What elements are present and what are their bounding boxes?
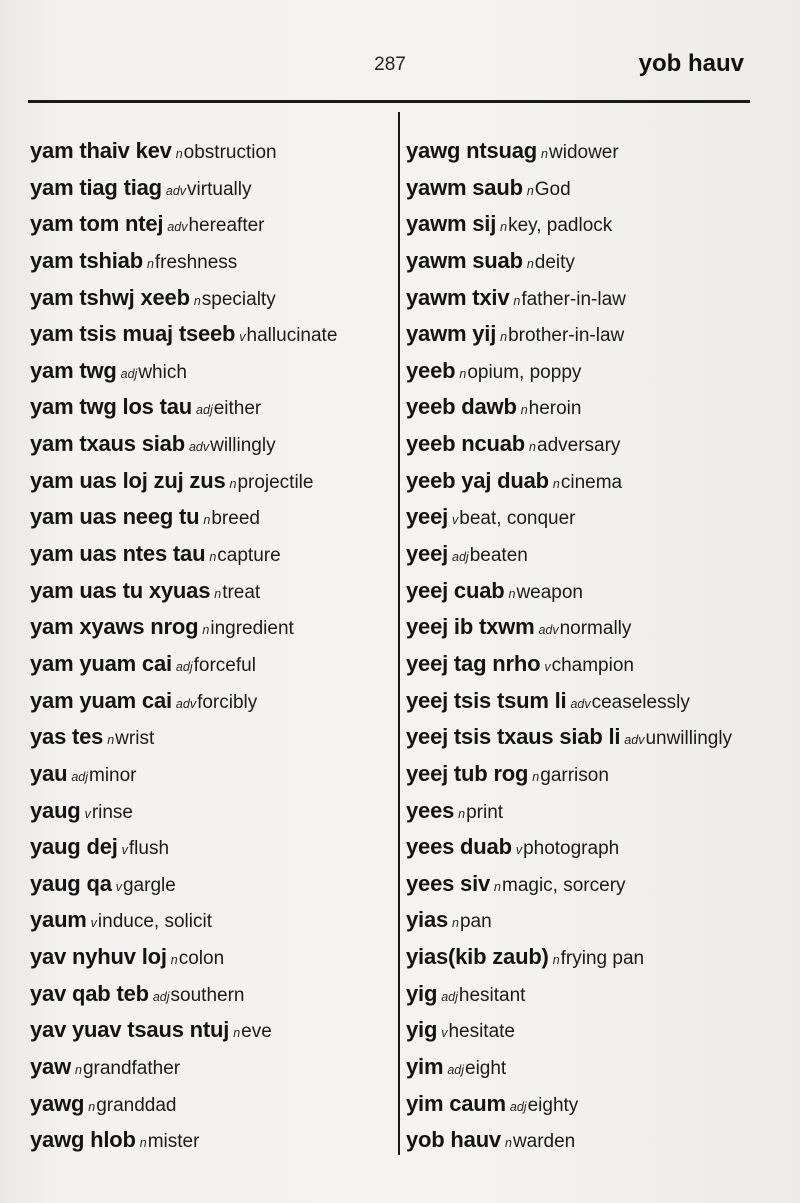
part-of-speech: n <box>459 366 467 381</box>
headword: yawg hlob <box>30 1127 136 1153</box>
dictionary-entry <box>406 206 776 243</box>
part-of-speech: adj <box>175 659 193 674</box>
headword: yau <box>30 760 68 786</box>
definition: opium, poppy <box>467 361 582 383</box>
headword: yig <box>406 980 438 1006</box>
definition: forcibly <box>197 691 258 713</box>
definition: pan <box>459 911 492 933</box>
headword: yim <box>406 1054 444 1080</box>
column-divider <box>398 112 400 1155</box>
headword: yaug qa <box>30 870 112 896</box>
definition: mister <box>147 1131 200 1153</box>
headword: yam yuam cai <box>30 687 172 713</box>
definition: treat <box>222 581 261 603</box>
dictionary-entry <box>30 1049 392 1086</box>
definition: father-in-law <box>521 288 626 310</box>
part-of-speech: adv <box>167 220 188 235</box>
part-of-speech: v <box>441 1026 448 1041</box>
part-of-speech: adv <box>624 733 645 748</box>
definition: induce, solicit <box>97 911 212 933</box>
headword: yeeb yaj duab <box>406 467 549 493</box>
part-of-speech: n <box>520 403 528 418</box>
part-of-speech: adj <box>441 989 458 1004</box>
part-of-speech: adj <box>447 1063 464 1078</box>
dictionary-entry <box>30 719 392 756</box>
definition: either <box>213 398 262 420</box>
part-of-speech: n <box>209 550 217 565</box>
part-of-speech: v <box>121 843 128 858</box>
headword: yav qab teb <box>30 980 149 1006</box>
dictionary-entry <box>406 536 776 573</box>
headword: yob hauv <box>406 1127 501 1153</box>
part-of-speech: n <box>229 476 237 491</box>
part-of-speech: n <box>552 476 560 491</box>
definition: magic, sorcery <box>502 874 626 896</box>
part-of-speech: v <box>115 879 122 894</box>
part-of-speech: n <box>203 513 211 528</box>
part-of-speech: n <box>500 330 508 345</box>
dictionary-entry <box>30 902 392 939</box>
headword: yeej tsis txaus siab li <box>406 724 621 750</box>
part-of-speech: n <box>74 1063 82 1078</box>
dictionary-entry <box>30 353 392 390</box>
part-of-speech: v <box>515 843 523 858</box>
part-of-speech: n <box>233 1026 241 1041</box>
headword: yeej <box>406 541 449 567</box>
headword: yam xyaws nrog <box>30 614 199 640</box>
definition: cinema <box>560 471 623 493</box>
headword: yam tom ntej <box>30 211 164 237</box>
definition: ceaselessly <box>591 691 690 713</box>
part-of-speech: n <box>193 293 201 308</box>
part-of-speech: n <box>170 953 178 968</box>
definition: grandfather <box>82 1058 181 1080</box>
headword: yam uas ntes tau <box>30 541 206 567</box>
part-of-speech: v <box>239 330 246 345</box>
dictionary-entry <box>30 316 392 353</box>
headword: yawm sij <box>406 211 497 237</box>
dictionary-entry <box>30 683 392 720</box>
dictionary-entry <box>30 170 392 207</box>
part-of-speech: adv <box>188 440 210 455</box>
definition: projectile <box>237 471 314 493</box>
definition: willingly <box>210 435 276 457</box>
definition: hesitant <box>458 984 526 1006</box>
headword: yaw <box>30 1054 71 1080</box>
headword: yaug <box>30 797 81 823</box>
dictionary-entry <box>406 866 776 903</box>
definition: unwillingly <box>645 728 733 750</box>
headword: yam twg <box>30 357 117 383</box>
definition: deity <box>534 251 575 273</box>
part-of-speech: n <box>175 147 183 161</box>
headword: yeej tag nrho <box>406 650 541 676</box>
part-of-speech: n <box>529 440 536 455</box>
definition: widower <box>549 142 619 163</box>
dictionary-entry <box>30 499 392 536</box>
dictionary-entry <box>406 939 776 976</box>
dictionary-entry <box>406 756 776 793</box>
headword: yeej <box>406 504 449 530</box>
definition: which <box>138 361 187 383</box>
dictionary-entry <box>406 170 776 207</box>
headword: yeej ib txwm <box>406 614 535 640</box>
headword: yeej tub rog <box>406 760 529 786</box>
dictionary-entry <box>406 133 776 170</box>
part-of-speech: v <box>90 916 97 931</box>
dictionary-entry <box>406 316 776 353</box>
dictionary-entry <box>30 756 392 793</box>
headword: yaug dej <box>30 834 118 860</box>
dictionary-entry <box>406 280 776 317</box>
definition: brother-in-law <box>508 325 625 347</box>
part-of-speech: n <box>504 1136 512 1151</box>
headword: yeeb ncuab <box>406 431 526 457</box>
headword: yawm suab <box>406 247 523 273</box>
dictionary-entry <box>30 646 392 683</box>
dictionary-entry <box>30 976 392 1013</box>
page-number: 287 <box>374 54 406 75</box>
dictionary-entry <box>30 206 392 243</box>
part-of-speech: n <box>494 879 501 894</box>
part-of-speech: adj <box>152 989 170 1004</box>
definition: warden <box>512 1131 576 1153</box>
part-of-speech: n <box>513 293 521 308</box>
dictionary-entry <box>406 793 776 830</box>
definition: hallucinate <box>246 325 338 347</box>
definition: beat, conquer <box>459 508 576 530</box>
part-of-speech: n <box>500 220 508 235</box>
dictionary-entry <box>406 646 776 683</box>
headword: yam thaiv kev <box>30 138 172 163</box>
definition: wrist <box>115 728 155 750</box>
headword: yam tsis muaj tseeb <box>30 321 236 347</box>
dictionary-entry <box>30 463 392 500</box>
part-of-speech: adj <box>120 366 138 381</box>
headword: yam txaus siab <box>30 431 185 457</box>
headword: yam tiag tiag <box>30 174 162 200</box>
definition: God <box>534 178 571 200</box>
dictionary-entry <box>30 793 392 830</box>
definition: colon <box>178 948 225 970</box>
dictionary-entry <box>30 389 392 426</box>
definition: hereafter <box>188 215 265 237</box>
definition: obstruction <box>183 142 277 163</box>
headword: yam twg los tau <box>30 394 193 420</box>
dictionary-entry <box>406 573 776 610</box>
dictionary-entry <box>406 1122 776 1159</box>
headword: yees <box>406 797 455 823</box>
part-of-speech: n <box>541 147 548 161</box>
headword: yeeb <box>406 357 456 383</box>
definition: ingredient <box>210 618 294 640</box>
definition: photograph <box>523 838 620 860</box>
headword: yam uas loj zuj zus <box>30 467 226 493</box>
dictionary-entry <box>406 389 776 426</box>
headword: yees siv <box>406 870 491 896</box>
headword: yig <box>406 1017 438 1043</box>
dictionary-entry <box>406 353 776 390</box>
dictionary-entry <box>406 719 776 756</box>
headword: yawg <box>30 1090 85 1116</box>
headword: yav yuav tsaus ntuj <box>30 1017 230 1043</box>
dictionary-entry <box>30 939 392 976</box>
dictionary-entry <box>30 609 392 646</box>
definition: specialty <box>201 288 276 310</box>
part-of-speech: n <box>202 623 210 638</box>
definition: garrison <box>540 764 609 786</box>
headword: yawm txiv <box>406 284 510 310</box>
dictionary-entry <box>30 866 392 903</box>
dictionary-entry <box>406 976 776 1013</box>
part-of-speech: adv <box>538 623 559 638</box>
definition: adversary <box>537 435 621 457</box>
part-of-speech: adj <box>452 550 469 565</box>
dictionary-entry <box>30 1012 392 1049</box>
definition: virtually <box>187 178 252 200</box>
definition: frying pan <box>560 948 645 970</box>
part-of-speech: v <box>452 513 459 528</box>
left-column <box>30 133 392 1159</box>
definition: heroin <box>528 398 582 420</box>
headword: yees duab <box>406 834 512 860</box>
dictionary-entry <box>30 573 392 610</box>
dictionary-entry <box>30 426 392 463</box>
definition: weapon <box>516 581 583 603</box>
headword: yeeb dawb <box>406 394 517 420</box>
headword: yam tshwj xeeb <box>30 284 190 310</box>
definition: key, padlock <box>508 215 613 237</box>
dictionary-entry <box>30 133 392 170</box>
headword: yam yuam cai <box>30 650 172 676</box>
headword: yam uas tu xyuas <box>30 577 211 603</box>
dictionary-entry <box>406 829 776 866</box>
part-of-speech: n <box>146 256 154 271</box>
dictionary-entry <box>406 426 776 463</box>
definition: eighty <box>527 1094 579 1116</box>
dictionary-entry <box>30 536 392 573</box>
dictionary-entry <box>30 1086 392 1123</box>
definition: hesitate <box>448 1021 515 1043</box>
definition: freshness <box>154 251 238 273</box>
definition: champion <box>551 654 634 676</box>
headword: yawm saub <box>406 174 523 200</box>
part-of-speech: n <box>526 183 534 198</box>
part-of-speech: v <box>84 806 91 821</box>
dictionary-entry <box>406 243 776 280</box>
right-column <box>406 133 776 1159</box>
part-of-speech: adv <box>165 183 187 198</box>
definition: flush <box>128 838 170 860</box>
part-of-speech: n <box>88 1099 96 1114</box>
headword: yam tshiab <box>30 247 143 273</box>
definition: southern <box>170 984 245 1006</box>
definition: gargle <box>122 874 176 896</box>
definition: breed <box>211 508 260 530</box>
dictionary-entry <box>406 609 776 646</box>
dictionary-entry <box>406 683 776 720</box>
part-of-speech: n <box>452 916 459 931</box>
headword: yawg ntsuag <box>406 138 538 163</box>
part-of-speech: n <box>214 586 222 601</box>
dictionary-entry <box>30 280 392 317</box>
headword: yav nyhuv loj <box>30 944 167 970</box>
part-of-speech: adv <box>570 696 591 711</box>
part-of-speech: v <box>544 659 551 674</box>
definition: granddad <box>96 1094 177 1116</box>
part-of-speech: n <box>508 586 516 601</box>
headword: yaum <box>30 907 87 933</box>
part-of-speech: adv <box>175 696 197 711</box>
dictionary-entry <box>406 463 776 500</box>
part-of-speech: n <box>107 733 115 748</box>
definition: minor <box>89 764 137 786</box>
definition: eight <box>465 1058 507 1080</box>
definition: forceful <box>193 654 256 676</box>
headword: yeej cuab <box>406 577 505 603</box>
definition: capture <box>217 545 281 567</box>
part-of-speech: adj <box>509 1099 527 1114</box>
running-head: yob hauv <box>638 50 744 77</box>
part-of-speech: n <box>552 953 560 968</box>
part-of-speech: n <box>139 1136 147 1151</box>
headword: yim caum <box>406 1090 506 1116</box>
definition: eve <box>241 1021 272 1043</box>
dictionary-entry <box>406 1086 776 1123</box>
dictionary-entry <box>30 829 392 866</box>
part-of-speech: n <box>532 769 540 784</box>
dictionary-entry <box>406 902 776 939</box>
headword: yawm yij <box>406 321 497 347</box>
headword: yam uas neeg tu <box>30 504 200 530</box>
definition: normally <box>559 618 632 640</box>
part-of-speech: n <box>526 256 534 271</box>
headword: yias <box>406 907 449 933</box>
definition: rinse <box>91 801 133 823</box>
dictionary-entry <box>406 1012 776 1049</box>
dictionary-entry <box>406 499 776 536</box>
headword: yias(kib zaub) <box>406 944 549 970</box>
part-of-speech: adj <box>71 769 88 784</box>
definition: beaten <box>469 545 528 567</box>
dictionary-entry <box>406 1049 776 1086</box>
definition: print <box>466 801 504 823</box>
headword: yas tes <box>30 724 104 750</box>
dictionary-entry <box>30 243 392 280</box>
headword: yeej tsis tsum li <box>406 687 567 713</box>
part-of-speech: n <box>458 806 466 821</box>
dictionary-entry <box>30 1122 392 1159</box>
part-of-speech: adj <box>196 403 213 418</box>
header-rule <box>28 100 750 103</box>
